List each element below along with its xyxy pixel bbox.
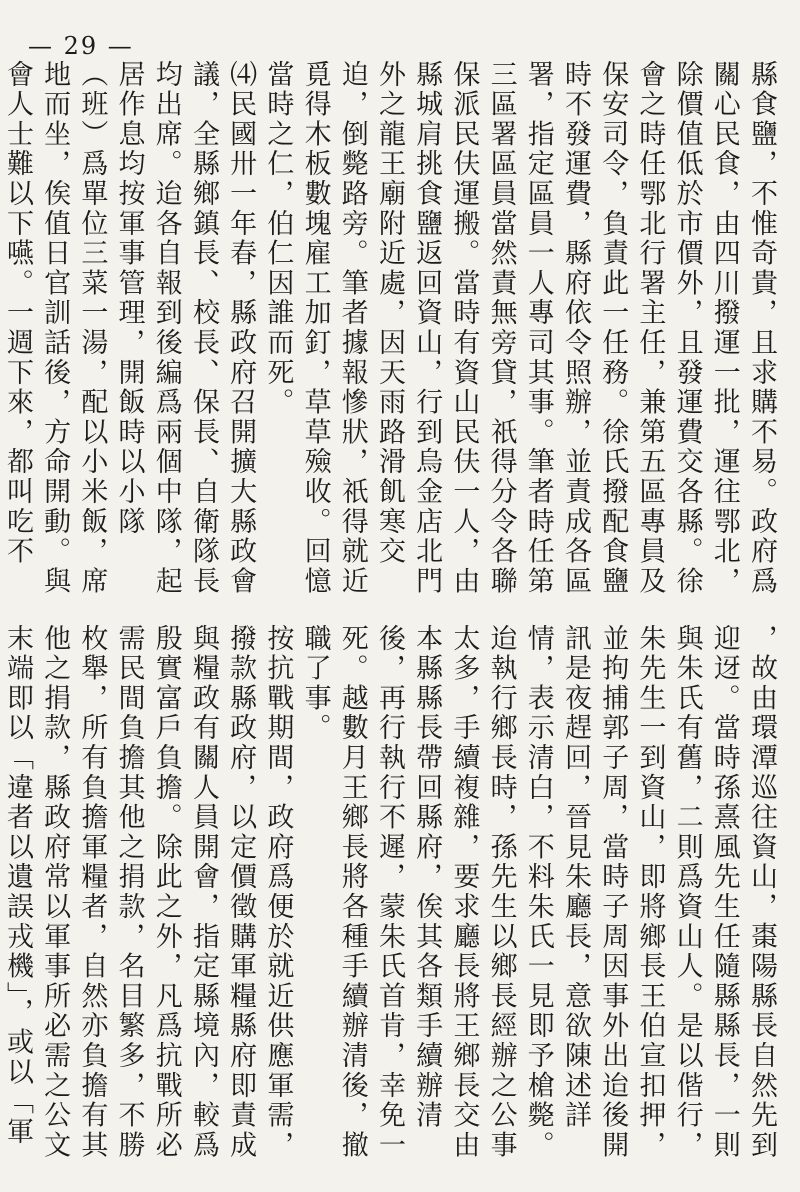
upper-text-block: 縣食鹽，不惟奇貴，且求購不易。政府爲關心民食，由四川撥運一批，運往鄂北，除價值低於市價外，且發運費交各縣。徐會之時任鄂北行署主任，兼第五區專員及保安司令，負責此一任務。徐氏撥配食鹽時不發運費，縣府依令照辦，並責成各區署，指定區員一人專司其事。筆者時任第三區署區員當然責無旁貸，祇得分令各聯保派民伕運搬。當時有資山民伕一人，由縣城肩挑食鹽返回資山，行到烏金店北門外之龍王廟附近處，因天雨路滑飢寒交迫，倒斃路旁。筆者據報慘狀，祇得就近覓得木板數塊雇工加釘，草草殮收。回憶當時之仁，伯仁因誰而死。 ⑷民國卅一年春，縣政府召開擴大縣政會議，全縣鄉鎮長、校長、保長、自衛隊長均出席。迨各自報到後編爲兩個中隊，起居作息均按軍事管理，開飯時以小隊（班）爲單位三菜一湯，配以小米飯，席地而坐，俟值日官訓話後，方命開動。與會人士難以下嚥。一週下來，都叫吃不 [1,60,777,597]
page-number: — 29 — [28,32,134,60]
lower-text-block: ，故由環潭巡往資山，棗陽縣長自然先到迎迓。當時孫熹風先生任隨縣縣長，一則與朱氏有舊，二則爲資山人。是以偕行，朱先生一到資山，即將鄉長王伯宣扣押，並拘捕郭子周，當時子周因事外出迨後開訊是夜趕回，晉見朱廳長，意欲陳述詳情，表示清白，不料朱氏一見即予槍斃。迨執行鄉長時，孫先生以鄉長經辦之公事太多，手續複雜，要求廳長將王鄉長交由本縣縣長帶回縣府，俟其各類手續辦清後，再行執行不遲，蒙朱氏首肯，幸免一死。越數月王鄉長將各種手續辦清後，撤職了事。 按抗戰期間，政府爲便於就近供應軍需，撥款縣政府，以定價徵購軍糧縣府即責成與糧政有關人員開會，指定縣境內，較爲殷實富戶負擔。除此之外，凡爲抗戰所必需民間負擔其他之捐款，名目繁多，不勝枚舉，所有負擔軍糧者，自然亦負擔有其他之捐款，縣政府常以軍事所必需之公文末端即以「違者以遺誤戎機」，或以「軍 [1,624,777,1161]
